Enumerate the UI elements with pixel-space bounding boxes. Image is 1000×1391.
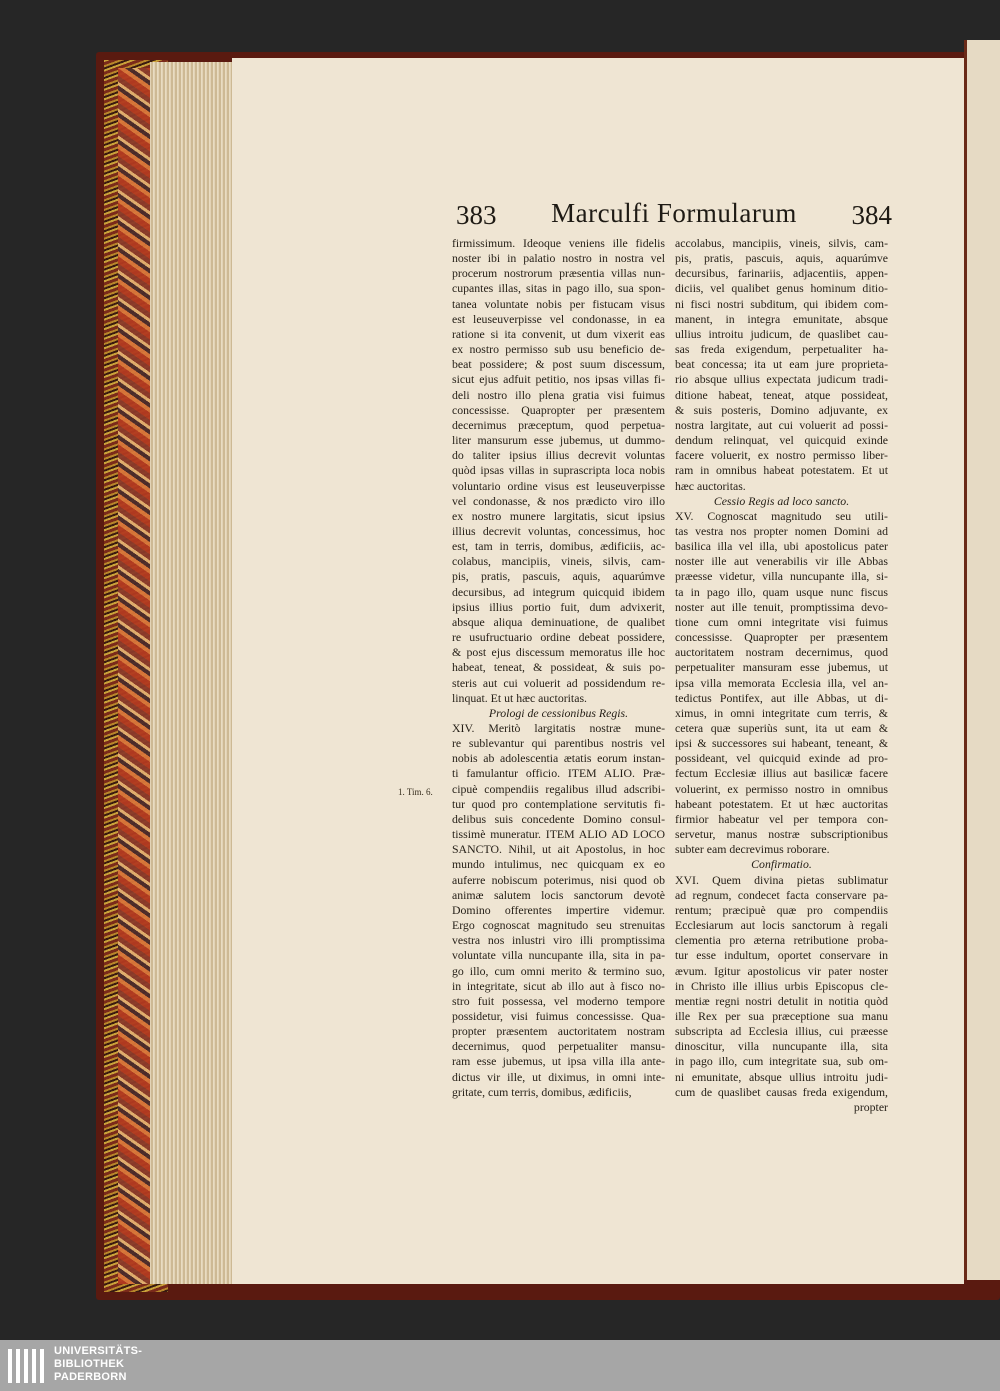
- text-line: ullius introitu judicum, de quaslibet cau-: [675, 326, 888, 341]
- running-title: Marculfi Formularum: [551, 198, 797, 228]
- text-line: concessisse. Quapropter per præsentem: [675, 630, 888, 645]
- text-line: & suis posteris, Domino adjuvante, ex: [675, 402, 888, 417]
- page-number-left: 383: [456, 200, 497, 230]
- text-line: sicut ejus adfuit petitio, nos ipsas villas fi-: [452, 372, 665, 387]
- text-line: illius decrevit voluntas, concessimus, hoc: [452, 523, 665, 538]
- text-line: ipsa villa memorata Ecclesia illa, vel an-: [675, 675, 888, 690]
- text-line: cupantes illas, sitas in pago illo, sua spon-: [452, 281, 665, 296]
- text-line: propter præsentem auctoritatem nostram: [452, 1024, 665, 1039]
- text-line: in pago illo, cum integritate sua, sub om-: [675, 1054, 888, 1069]
- text-line: absque aliqua deminuatione, de qualibet: [452, 614, 665, 629]
- text-line: quòd ipsas villas in suprascripta loca nobis: [452, 463, 665, 478]
- text-column-left: [452, 236, 665, 1100]
- text-line: cetera quæ superiùs sunt, ita ut eam &: [675, 721, 888, 735]
- text-line: ni emunitate, absque ullius introitu judi-: [675, 1069, 888, 1084]
- text-line: XV. Cognoscat magnitudo seu utili-: [675, 508, 888, 523]
- text-line: tione cum omni integritate visi fuimus: [675, 614, 888, 629]
- text-line: firmior habeatur vel per tempora con-: [675, 811, 888, 826]
- text-line: decernimus præceptum, quod perpetua-: [452, 417, 665, 432]
- page-number-right: 384: [851, 200, 892, 230]
- text-line: voluntate villa nuncupante illa, sita in pa-: [452, 948, 665, 963]
- marbled-endpaper: [118, 68, 152, 1284]
- text-line: & post ejus discessum memoratus ille hoc: [452, 645, 665, 660]
- text-line: tanea voluntate nobis per fistucam visus: [452, 296, 665, 311]
- section-heading: Cessio Regis ad loco sancto.: [713, 493, 850, 508]
- text-line: ximus, in omni integritate cum terris, &: [675, 705, 888, 720]
- text-line: do taliter ipsius illius decrevit voluntas: [452, 448, 665, 463]
- text-line: liter mansurum esse jubemus, ut dummo-: [452, 433, 665, 448]
- text-line: clementia pro æterna retributione proba-: [675, 933, 888, 948]
- text-line: propter: [853, 1099, 888, 1114]
- text-line: stro fuit possessa, vel moderno tempore: [452, 993, 665, 1008]
- text-line: tas vestra nos propter nomen Domini ad: [675, 523, 888, 538]
- text-line: steris aut cui voluerit ad possidendum re-: [452, 675, 665, 690]
- text-line: perpetualiter mansuram esse jubemus, ut: [675, 660, 888, 675]
- text-line: hæc auctoritas.: [675, 478, 746, 493]
- library-logo-icon: [6, 1347, 48, 1385]
- text-line: dinoscitur, villa nuncupante illa, sita: [675, 1039, 888, 1054]
- text-line: in integritate, sicut ab illo aut à fisco no-: [452, 978, 665, 993]
- text-line: rentum; præcipuè quæ pro compendiis: [675, 902, 888, 917]
- margin-note: 1. Tim. 6.: [398, 787, 433, 797]
- facing-page-edge: [964, 40, 1000, 1280]
- text-line: tur esse indultum, oportet conservare in: [675, 948, 888, 963]
- text-line: ti famulantur officio. ITEM ALIO. Præ-: [452, 766, 665, 781]
- text-line: concessisse. Quapropter per præsentem: [452, 402, 665, 417]
- text-line: SANCTO. Nihil, ut ait Apostolus, in hoc: [452, 842, 665, 857]
- text-line: re usufructuario ordine debeat possidere,: [452, 630, 665, 645]
- text-line: decursibus, farinariis, adjacentiis, appen-: [675, 266, 888, 281]
- footer-bar: [0, 1340, 1000, 1391]
- text-line: auferre nobiscum poterimus, nisi quod ob: [452, 872, 665, 887]
- text-line: est leuseuverpisse vel condonasse, in ea: [452, 311, 665, 326]
- text-line: decernimus, quod perpetualiter mansu-: [452, 1039, 665, 1054]
- text-line: noster ibi in palatio nostro in nostra vel: [452, 251, 665, 266]
- text-line: pis, pratis, pascuis, aquis, aquarúmve: [675, 251, 888, 266]
- text-line: ram esse jubemus, ut ipsa villa illa ante-: [452, 1054, 665, 1069]
- text-line: ipsi & successores sui habeant, teneant, &: [675, 736, 888, 751]
- text-line: delibus suis concedente Domino consul-: [452, 811, 665, 826]
- text-line: colabus, mancipiis, vineis, silvis, cam-: [452, 554, 665, 569]
- text-line: ille Rex per sua præceptione sua manu: [675, 1008, 888, 1023]
- text-line: XIV. Meritò largitatis nostræ mune-: [452, 721, 665, 735]
- text-line: auctoritatem nostram decernimus, quod: [675, 645, 888, 660]
- text-line: ex nostro permisso sub usu beneficio de-: [452, 342, 665, 357]
- text-line: diciis, vel qualibet genus hominum ditio-: [675, 281, 888, 296]
- text-line: ram in omnibus habeat potestatem. Et ut: [675, 463, 888, 478]
- text-line: fectum Ecclesiæ illius aut basilicæ facere: [675, 766, 888, 781]
- text-line: possidetur, visi fuimus concessisse. Qua-: [452, 1008, 665, 1023]
- text-line: rio absque ullius expectata judicum tradi-: [675, 372, 888, 387]
- text-line: linquat. Et ut hæc auctoritas.: [452, 690, 587, 705]
- section-heading: Prologi de cessionibus Regis.: [488, 705, 629, 720]
- text-line: deli nostro illo plena gratia visi fuimus: [452, 387, 665, 402]
- text-line: est, tam in terris, domibus, ædificiis, ac-: [452, 539, 665, 554]
- text-line: tissimè muneratur. ITEM ALIO AD LOCO: [452, 827, 665, 842]
- text-line: in Christo ille illius urbis Episcopus cle-: [675, 978, 888, 993]
- text-column-right: [675, 236, 888, 1115]
- text-line: go illo, cum omni merito & termino suo,: [452, 963, 665, 978]
- text-line: Ergo cognoscat magnitudo seu strenuitas: [452, 918, 665, 933]
- text-line: ratione si ita convenit, ut dum vixerit eas: [452, 326, 665, 341]
- text-line: vestra nos inlustri viro illi promptissima: [452, 933, 665, 948]
- text-line: possideant, vel quicquid exinde ad pro-: [675, 751, 888, 766]
- text-line: pis, pratis, pascuis, aquis, aquarúmve: [452, 569, 665, 584]
- text-line: procerum nostrorum præsentia villas nun-: [452, 266, 665, 281]
- text-line: voluerint, ex permisso nostro in omnibus: [675, 781, 888, 796]
- page-header: [456, 198, 892, 238]
- text-line: XVI. Quem divina pietas sublimatur: [675, 872, 888, 887]
- text-line: servetur, manus nostræ subscriptionibus: [675, 827, 888, 842]
- text-line: re sublevantur qui parentibus nostris vel: [452, 736, 665, 751]
- text-line: Ecclesiarum aut locis sanctorum à regali: [675, 918, 888, 933]
- text-line: beat concessa; ita ut eam jure proprieta-: [675, 357, 888, 372]
- library-name-line3: PADERBORN: [54, 1371, 127, 1383]
- text-line: subter eam decrevimus roborare.: [675, 842, 830, 857]
- text-line: beat possidere; & post suum discessum,: [452, 357, 665, 372]
- text-line: sas freda exigendum, perpetualiter ha-: [675, 342, 888, 357]
- library-name-line2: BIBLIOTHEK: [54, 1358, 125, 1370]
- text-line: manent, in integra emunitate, absque: [675, 311, 888, 326]
- text-line: animæ salutem locis sanctorum devotè: [452, 887, 665, 902]
- text-line: accolabus, mancipiis, vineis, silvis, cam-: [675, 236, 888, 250]
- library-name: [54, 1345, 142, 1384]
- text-line: cum de quaslibet causas freda exigendum,: [675, 1084, 888, 1099]
- text-line: ni fisci nostri subditum, qui ibidem com-: [675, 296, 888, 311]
- text-line: basilica illa vel illa, ubi apostolicus pater: [675, 539, 888, 554]
- text-line: dictus vir ille, ut diximus, in omni inte-: [452, 1069, 665, 1084]
- text-line: ditione habeat, teneat, atque possideat,: [675, 387, 888, 402]
- page-stack-edge: [150, 62, 234, 1284]
- text-line: nobis ab adolescentia ætatis eorum instan-: [452, 751, 665, 766]
- text-line: subscripta ad Ecclesia illius, cui præesse: [675, 1024, 888, 1039]
- text-line: voluntario ordine visus est leuseuverpisse: [452, 478, 665, 493]
- text-line: Domino offerentes impertire videmur.: [452, 902, 665, 917]
- text-line: noster aut ille tenuit, promptissima devo-: [675, 599, 888, 614]
- text-line: noster ille aut venerabilis vir ille Abbas: [675, 554, 888, 569]
- text-line: facere voluerit, ex nostro permisso liber-: [675, 448, 888, 463]
- text-line: habeant potestatem. Et ut hæc auctoritas: [675, 796, 888, 811]
- text-line: cipuè compendiis regalibus illud adscribi-: [452, 781, 665, 796]
- text-line: ævum. Igitur apostolicus vir pater noster: [675, 963, 888, 978]
- text-line: mentiæ regni nostri detulit in notitia quòd: [675, 993, 888, 1008]
- text-line: nostra largitate, aut cui voluerit ad possi-: [675, 417, 888, 432]
- text-line: tedictus Pontifex, aut ille Abbas, ut di-: [675, 690, 888, 705]
- text-line: decursibus, ad integrum quicquid ibidem: [452, 584, 665, 599]
- text-line: ipsius illius portio fuit, dum advixerit,: [452, 599, 665, 614]
- text-line: tur quod pro contemplatione servitutis fi-: [452, 796, 665, 811]
- text-line: firmissimum. Ideoque veniens ille fidelis: [452, 236, 665, 250]
- text-line: vel condonasse, & nos prædicto viro illo: [452, 493, 665, 508]
- text-line: gritate, cum terris, domibus, ædificiis,: [452, 1084, 632, 1099]
- text-line: ex nostro munere largitatis, sicut ipsius: [452, 508, 665, 523]
- text-line: ta in pago illo, quam usque nunc fiscus: [675, 584, 888, 599]
- text-line: ad regnum, condecet facta conservare pa-: [675, 887, 888, 902]
- text-line: præesse videtur, villa nuncupante illa, si-: [675, 569, 888, 584]
- text-line: habeat, teneat, & possideat, & suis po-: [452, 660, 665, 675]
- library-name-line1: UNIVERSITÄTS-: [54, 1345, 143, 1357]
- text-line: mundo intulimus, nec quicquam ex eo: [452, 857, 665, 872]
- text-line: dendum relinquat, vel quicquid exinde: [675, 433, 888, 448]
- section-heading: Confirmatio.: [751, 857, 812, 872]
